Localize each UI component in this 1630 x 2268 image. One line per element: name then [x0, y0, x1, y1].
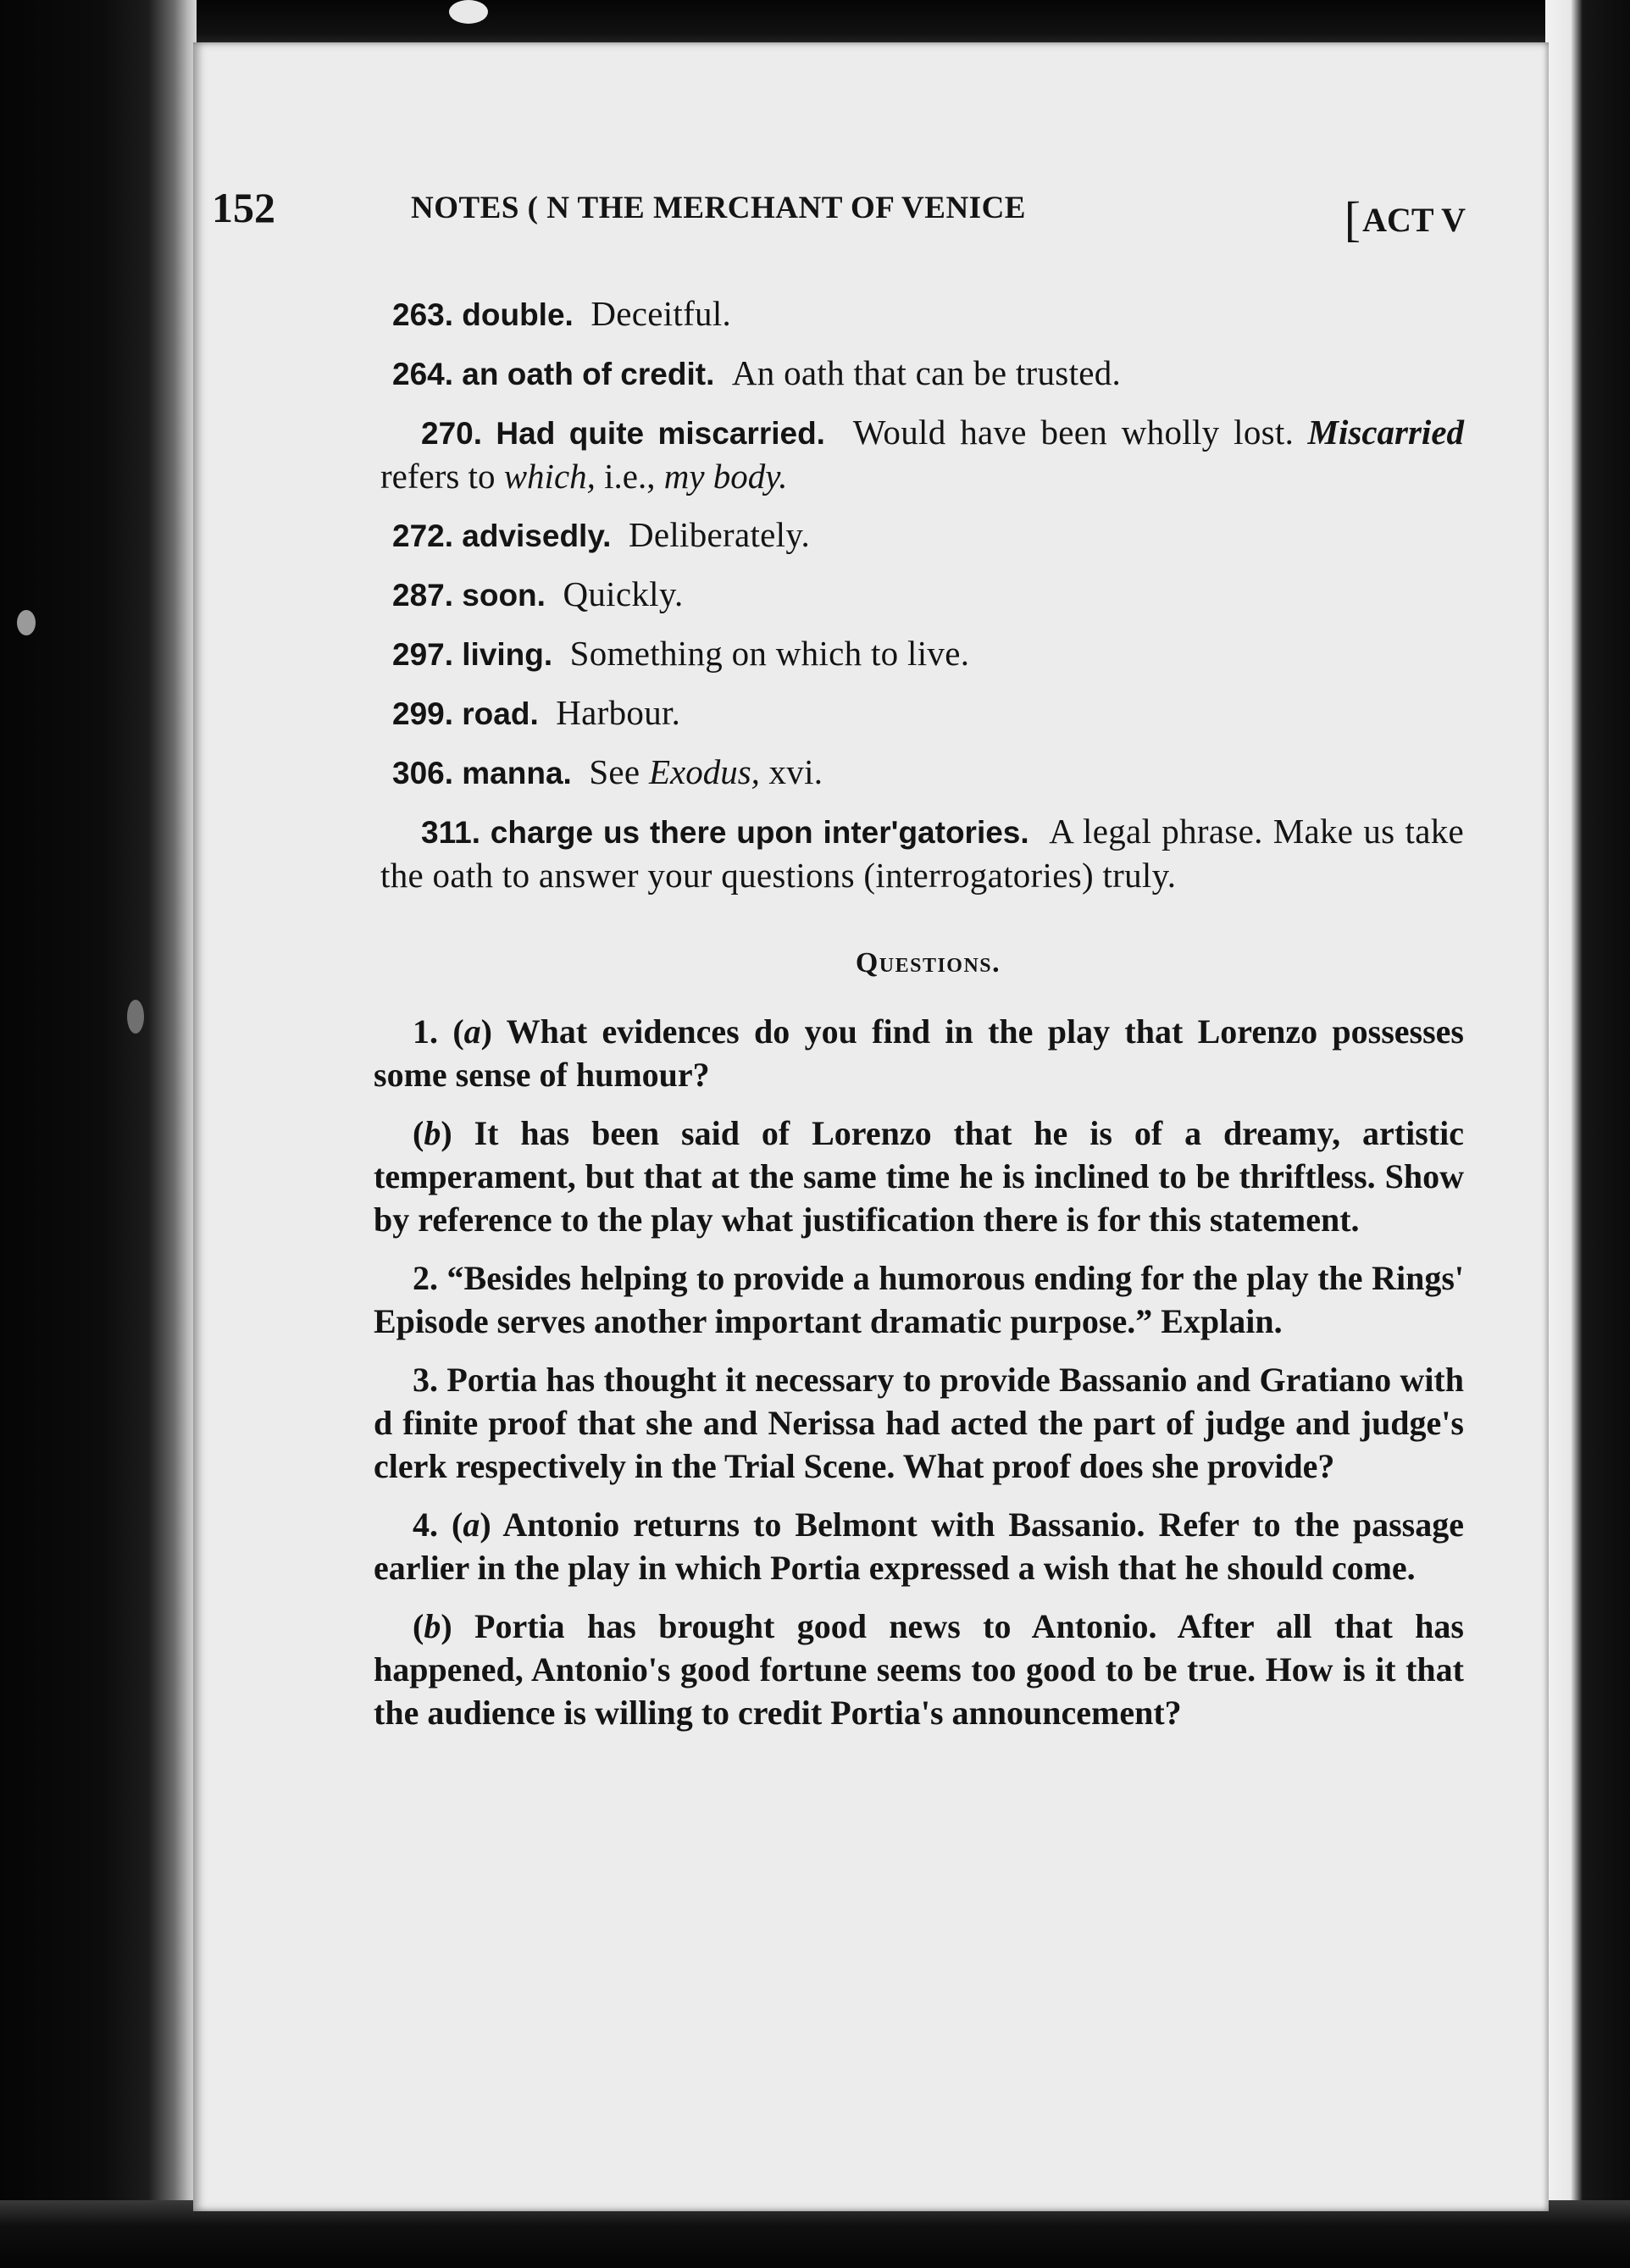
question-2 — [374, 1256, 1464, 1343]
question-number: ( — [413, 1114, 424, 1152]
note-gloss: Deceitful. — [590, 294, 732, 333]
page-number: 152 — [212, 184, 275, 231]
note-gloss: See — [589, 752, 649, 791]
question-part-mark: b — [424, 1114, 441, 1152]
note-lemma: advisedly. — [462, 518, 612, 553]
note-gloss: Harbour. — [556, 693, 681, 732]
note-lemma: double. — [462, 297, 574, 332]
act-bracket: [ — [1344, 191, 1361, 247]
question-number: 1. ( — [413, 1012, 464, 1051]
note-number: 263. — [392, 297, 454, 332]
note-272 — [392, 513, 1464, 557]
question-part-close: ) — [441, 1607, 452, 1645]
question-1b — [374, 1112, 1464, 1241]
question-part-mark: a — [463, 1012, 481, 1051]
question-text: It has been said of Lorenzo that he is of a dreamy, artistic temperament, but that at the same time he is inclined to be thriftless. Show by reference to the play what justification there is for this statement. — [374, 1114, 1464, 1239]
act-label — [1344, 186, 1466, 247]
note-gloss: Would have been wholly lost. — [852, 413, 1295, 452]
note-number: 297. — [392, 637, 454, 672]
scan-border-right — [1545, 0, 1630, 2268]
note-gloss: xvi. — [759, 752, 823, 791]
question-part-close: ) — [441, 1114, 452, 1152]
scan-speck — [17, 610, 36, 635]
question-4a — [374, 1503, 1464, 1589]
question-number: 3. — [413, 1361, 447, 1399]
question-4b — [374, 1605, 1464, 1734]
note-263 — [392, 292, 1464, 336]
note-number: 270. — [421, 416, 483, 451]
question-part-mark: a — [463, 1506, 480, 1544]
note-lemma: manna. — [462, 756, 572, 790]
note-gloss-italic: my body. — [663, 457, 788, 496]
note-gloss-italic: which, — [503, 457, 596, 496]
question-part-close: ) — [480, 1012, 492, 1051]
note-lemma: an oath of credit. — [462, 357, 715, 391]
note-gloss: A legal phrase. Make us take the oath to answer your questions (interrogatories) truly. — [380, 812, 1465, 895]
note-gloss-text: i.e., — [595, 457, 664, 496]
note-gloss-italic: Exodus, — [648, 752, 760, 791]
running-header — [212, 173, 1466, 247]
note-gloss: An oath that can be trusted. — [731, 353, 1122, 392]
note-lemma: Had quite miscarried. — [496, 416, 825, 451]
note-270 — [380, 411, 1464, 498]
note-lemma: charge us there upon inter'gatories. — [490, 815, 1029, 850]
scan-border-left — [0, 0, 197, 2268]
question-part-close: ) — [480, 1506, 491, 1544]
scan-speck — [127, 1000, 144, 1034]
note-lemma: living. — [462, 637, 553, 672]
note-gloss: Quickly. — [563, 574, 684, 613]
note-287 — [392, 573, 1464, 617]
scan-speck — [449, 0, 488, 24]
note-number: 272. — [392, 518, 454, 553]
question-number: ( — [413, 1607, 424, 1645]
question-1a — [374, 1010, 1464, 1096]
question-text: Portia has thought it necessary to provide Bassanio and Gratiano with d finite proof that she and Nerissa had acted the part of judge and judge's clerk respectively in the Trial Scene. What proof does she provide? — [374, 1361, 1464, 1485]
page-body — [374, 292, 1465, 1750]
note-311 — [380, 810, 1464, 897]
note-264 — [392, 352, 1464, 396]
note-306 — [392, 751, 1464, 795]
note-number: 299. — [392, 696, 454, 731]
question-text: Antonio returns to Belmont with Bassanio. Refer to the passage earlier in the play in which Portia expressed a wish that he should come. — [374, 1506, 1464, 1587]
question-text: “Besides helping to provide a humorous ending for the play the Rings' Episode serves another important dramatic purpose.” Explain. — [374, 1259, 1464, 1340]
question-3 — [374, 1358, 1464, 1488]
note-number: 264. — [392, 357, 454, 391]
note-gloss: Something on which to live. — [569, 634, 970, 673]
question-number: 2. — [413, 1259, 447, 1297]
note-gloss: Deliberately. — [628, 515, 811, 554]
question-part-mark: b — [424, 1607, 441, 1645]
question-text: What evidences do you find in the play that Lorenzo possesses some sense of humour? — [374, 1012, 1464, 1094]
questions-heading: Questions. — [855, 947, 1001, 979]
question-number: 4. ( — [413, 1506, 463, 1544]
note-297 — [392, 632, 1464, 676]
note-gloss-text: refers to — [380, 457, 504, 496]
note-lemma: road. — [462, 696, 539, 731]
note-number: 311. — [421, 815, 480, 850]
note-gloss-italic: Miscarried — [1307, 413, 1465, 452]
running-title: NOTES ( N THE MERCHANT OF VENICE — [411, 191, 1026, 225]
note-299 — [392, 691, 1464, 735]
note-lemma: soon. — [462, 578, 546, 613]
question-text: Portia has brought good news to Antonio. After all that has happened, Antonio's good fortune seems too good to be true. How is it that the audience is willing to credit Portia's announcement? — [374, 1607, 1464, 1732]
note-number: 306. — [392, 756, 454, 790]
note-number: 287. — [392, 578, 454, 613]
act-label-text: ACT V — [1362, 201, 1466, 239]
